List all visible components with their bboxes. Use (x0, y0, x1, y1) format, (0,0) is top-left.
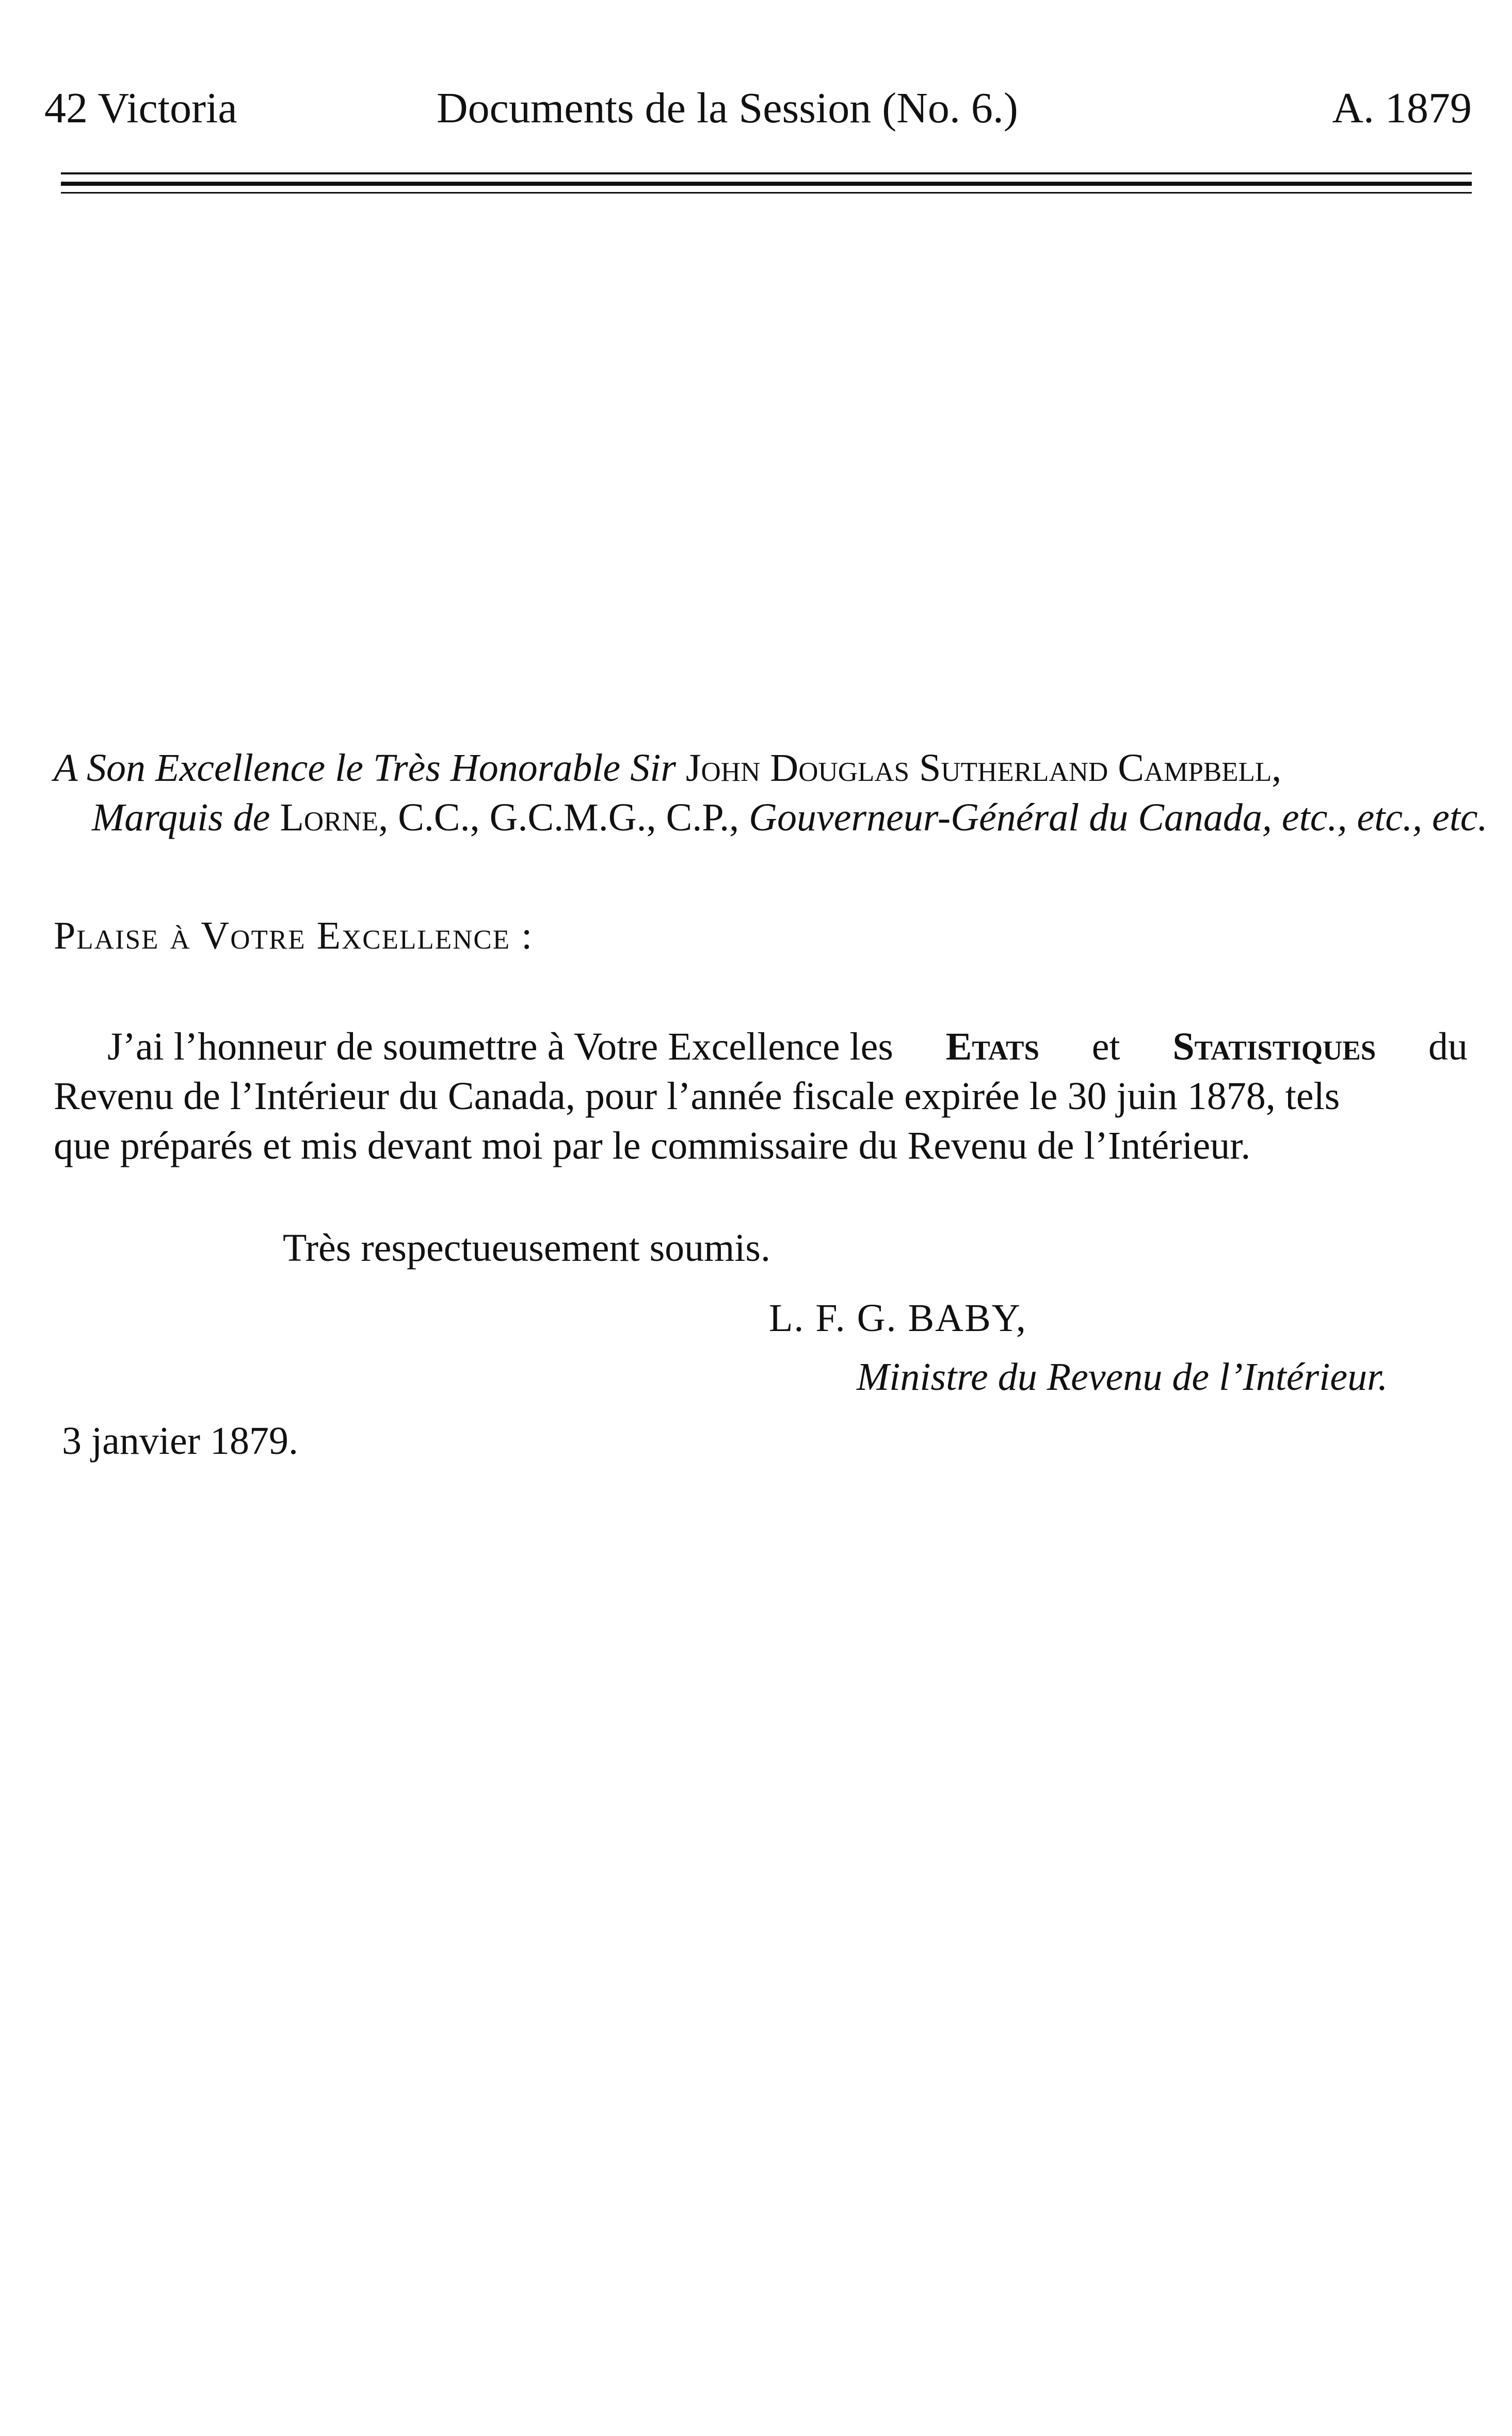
body-line-1 (54, 1022, 1468, 1071)
closing-phrase: Très respectueusement soumis. (283, 1226, 770, 1270)
letter-date: 3 janvier 1879. (62, 1419, 299, 1463)
body-paragraph (54, 1022, 1468, 1171)
salutation: Plaise à Votre Excellence : (54, 914, 534, 957)
body-line-1-middle: et (1091, 1025, 1120, 1068)
body-line-1-before: J’ai l’honneur de soumettre à Votre Excellence les (107, 1025, 893, 1068)
signatory-title: Ministre du Revenu de l’Intérieur. (857, 1355, 1388, 1399)
address-line-2 (54, 793, 1488, 842)
body-line-2: Revenu de l’Intérieur du Canada, pour l’année fiscale expirée le 30 juin 1878, tels (54, 1075, 1340, 1118)
recipient-office: Gouverneur-Général du Canada, etc., etc., etc. (749, 796, 1488, 839)
body-line-1-after: du (1428, 1025, 1468, 1068)
header-document-title: Documents de la Session (No. 6.) (437, 84, 1018, 132)
header-rule-top (61, 172, 1472, 174)
recipient-title-lead: Marquis de (92, 796, 270, 839)
address-block (54, 743, 1488, 842)
header-session-volume: 42 Victoria (44, 84, 237, 132)
body-term-statistiques: Statistiques (1172, 1025, 1376, 1068)
body-term-etats: Etats (945, 1025, 1040, 1068)
header-rule-middle (61, 182, 1472, 186)
address-salutation-lead: A Son Excellence le Très Honorable Sir (54, 746, 676, 790)
header-rule-bottom (61, 192, 1472, 194)
recipient-name: John Douglas Sutherland Campbell, (685, 746, 1282, 790)
body-line-3: que préparés et mis devant moi par le commissaire du Revenu de l’Intérieur. (54, 1124, 1251, 1167)
address-line-1 (54, 743, 1468, 793)
signatory-name: L. F. G. BABY, (769, 1296, 1027, 1340)
recipient-honours: , C.C., G.C.M.G., C.P., (378, 796, 739, 839)
recipient-title-name: Lorne (280, 796, 379, 839)
header-year: A. 1879 (1332, 84, 1472, 132)
